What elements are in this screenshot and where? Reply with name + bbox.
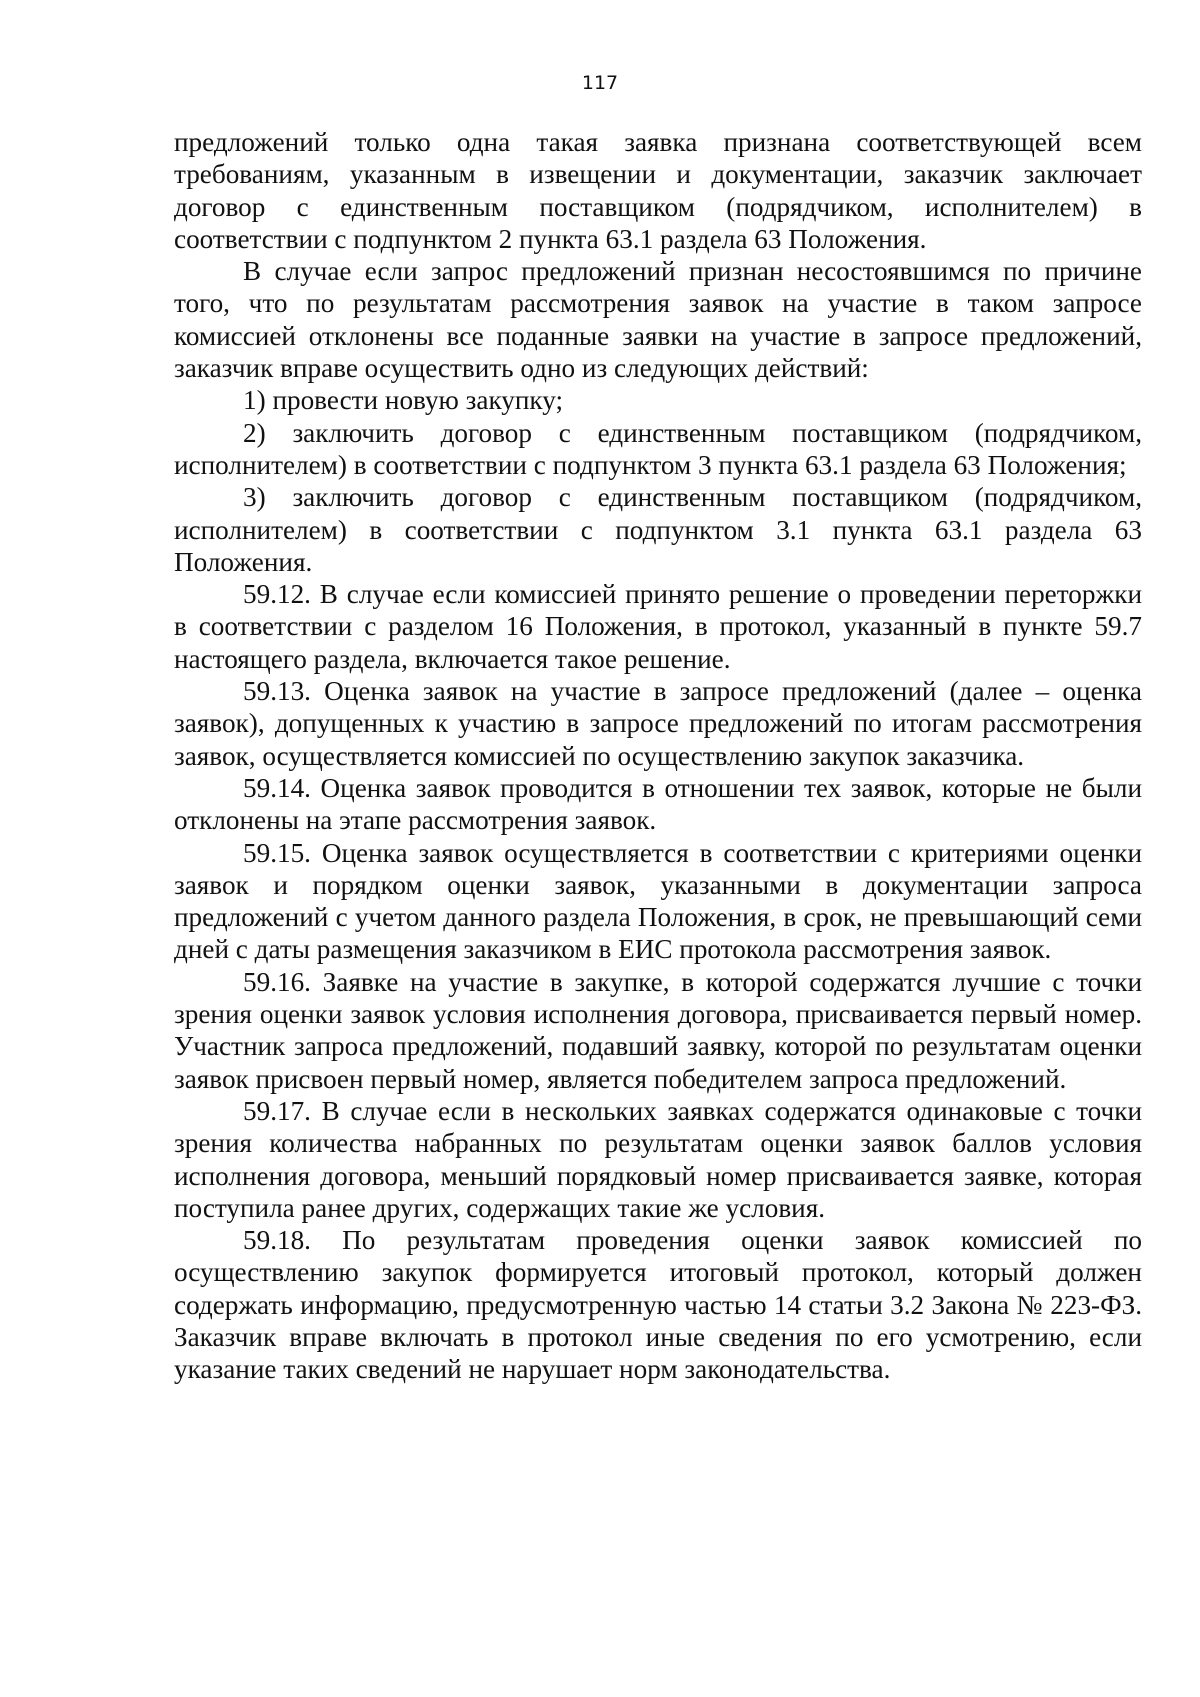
paragraph-59-12: 59.12. В случае если комиссией принято решение о проведении переторжки в соответствии с разделом 16 Положения, в протокол, указанный в пункте 59.7 настоящего раздела, включается такое решение. — [174, 579, 1142, 674]
paragraph-59-15: 59.15. Оценка заявок осуществляется в соответствии с критериями оценки заявок и порядком оценки заявок, указанными в документации запроса предложений с учетом данного раздела Положения, в срок, не превышающий семи дней с даты размещения заказчиком в ЕИС протокола рассмотрения заявок. — [174, 837, 1142, 965]
paragraph-continuation: предложений только одна такая заявка признана соответствующей всем требованиям, указанным в извещении и документации, заказчик заключает договор с единственным поставщиком (подрядчиком, исполнителем) в соответствии с подпунктом 2 пункта 63.1 раздела 63 Положения. — [174, 127, 1142, 254]
paragraph-59-16: 59.16. Заявке на участие в закупке, в которой содержатся лучшие с точки зрения оценки заявок условия исполнения договора, присваивается первый номер. Участник запроса предложений, подавший заявку, которой по результатам оценки заявок присвоен первый номер, является победителем запроса предложений. — [174, 966, 1142, 1094]
paragraph-59-17: 59.17. В случае если в нескольких заявках содержатся одинаковые с точки зрения количества набранных по результатам оценки заявок баллов условия исполнения договора, меньший порядковый номер присваивается заявке, которая поступила ранее других, содержащих такие же условия. — [174, 1095, 1142, 1223]
document-body — [174, 126, 1142, 1386]
paragraph-59-18: 59.18. По результатам проведения оценки заявок комиссией по осуществлению закупок формируется итоговый протокол, который должен содержать информацию, предусмотренную частью 14 статьи 3.2 Закона № 223-ФЗ. Заказчик вправе включать в протокол иные сведения по его усмотрению, если указание таких сведений не нарушает норм законодательства. — [174, 1225, 1142, 1385]
paragraph-59-14: 59.14. Оценка заявок проводится в отношении тех заявок, которые не были отклонены на этапе рассмотрения заявок. — [174, 772, 1142, 836]
paragraph-59-13: 59.13. Оценка заявок на участие в запросе предложений (далее – оценка заявок), допущенных к участию в запросе предложений по итогам рассмотрения заявок, осуществляется комиссией по осуществлению закупок заказчика. — [174, 676, 1142, 771]
page-number: 117 — [581, 72, 619, 94]
paragraph-option-3: 3) заключить договор с единственным поставщиком (подрядчиком, исполнителем) в соответствии с подпунктом 3.1 пункта 63.1 раздела 63 Положения. — [174, 482, 1142, 577]
paragraph-failed-request: В случае если запрос предложений признан несостоявшимся по причине того, что по результатам рассмотрения заявок на участие в таком запросе комиссией отклонены все поданные заявки на участие в запросе предложений, заказчик вправе осуществить одно из следующих действий: — [174, 256, 1142, 384]
paragraph-option-1: 1) провести новую закупку; — [243, 385, 564, 416]
paragraph-option-2: 2) заключить договор с единственным поставщиком (подрядчиком, исполнителем) в соответствии с подпунктом 3 пункта 63.1 раздела 63 Положения; — [174, 417, 1142, 480]
